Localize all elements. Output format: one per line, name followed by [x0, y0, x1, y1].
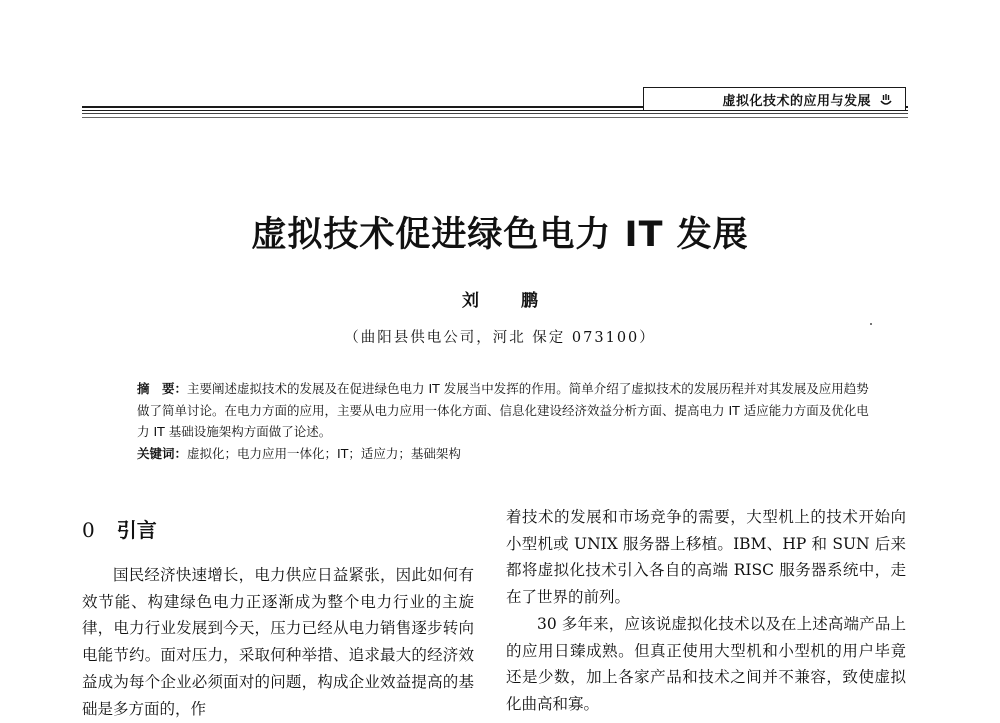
header-rule-4: [82, 117, 908, 118]
abstract-text: 主要阐述虚拟技术的发展及在促进绿色电力 IT 发展当中发挥的作用。简单介绍了虚拟技术的发展历程并对其发展及应用趋势做了简单讨论。在电力方面的应用，主要从电力应用一体化方面、信息化建设经济效益分析方面、提高电力 IT 适应能力方面及优化电力 IT 基础设施架构方面做了论述。: [137, 381, 869, 439]
paper-title: 虚拟技术促进绿色电力 IT 发展: [251, 215, 749, 255]
scan-speck: [870, 323, 872, 325]
right-paragraph-1: 着技术的发展和市场竞争的需要，大型机上的技术开始向小型机或 UNIX 服务器上移植。IBM、HP 和 SUN 后来都将虚拟化技术引入各自的高端 RISC 服务器系统中，走在了世界的前列。: [506, 508, 906, 607]
abstract-block: [137, 378, 869, 464]
running-header-box: [643, 87, 906, 110]
section-number: 0: [82, 518, 95, 542]
keywords-paragraph: [137, 443, 869, 465]
right-column: [506, 504, 906, 718]
keywords-text: 虚拟化；电力应用一体化；IT；适应力；基础架构: [187, 445, 461, 461]
running-header-label: 虚拟化技术的应用与发展: [722, 93, 871, 109]
author-affiliation: （曲阳县供电公司，河北 保定 073100）: [344, 330, 656, 346]
header-rule-3: [82, 113, 908, 114]
abstract-paragraph: [137, 378, 869, 443]
right-paragraph-2: 30 多年来，应该说虚拟化技术以及在上述高端产品上的应用日臻成熟。但真正使用大型机和小型机的用户毕竟还是少数，加上各家产品和技术之间并不兼容，致使虚拟化曲高和寡。: [506, 614, 906, 713]
section-heading-intro: [82, 514, 157, 543]
author-name: 刘 鹏: [462, 291, 556, 311]
left-column: [82, 562, 474, 722]
section-title: 引言: [116, 518, 157, 542]
ornament-icon: [879, 92, 893, 106]
header-rule-2: [82, 110, 908, 111]
left-paragraph-1: 国民经济快速增长，电力供应日益紧张，因此如何有效节能、构建绿色电力正逐渐成为整个电力行业的主旋律，电力行业发展到今天，压力已经从电力销售逐步转向电能节约。面对压力，采取何种举措、追求最大的经济效益成为每个企业必须面对的问题，构成企业效益提高的基础是多方面的，作: [82, 566, 474, 718]
abstract-label: 摘 要：: [137, 381, 188, 396]
keywords-label: 关键词：: [137, 445, 188, 461]
